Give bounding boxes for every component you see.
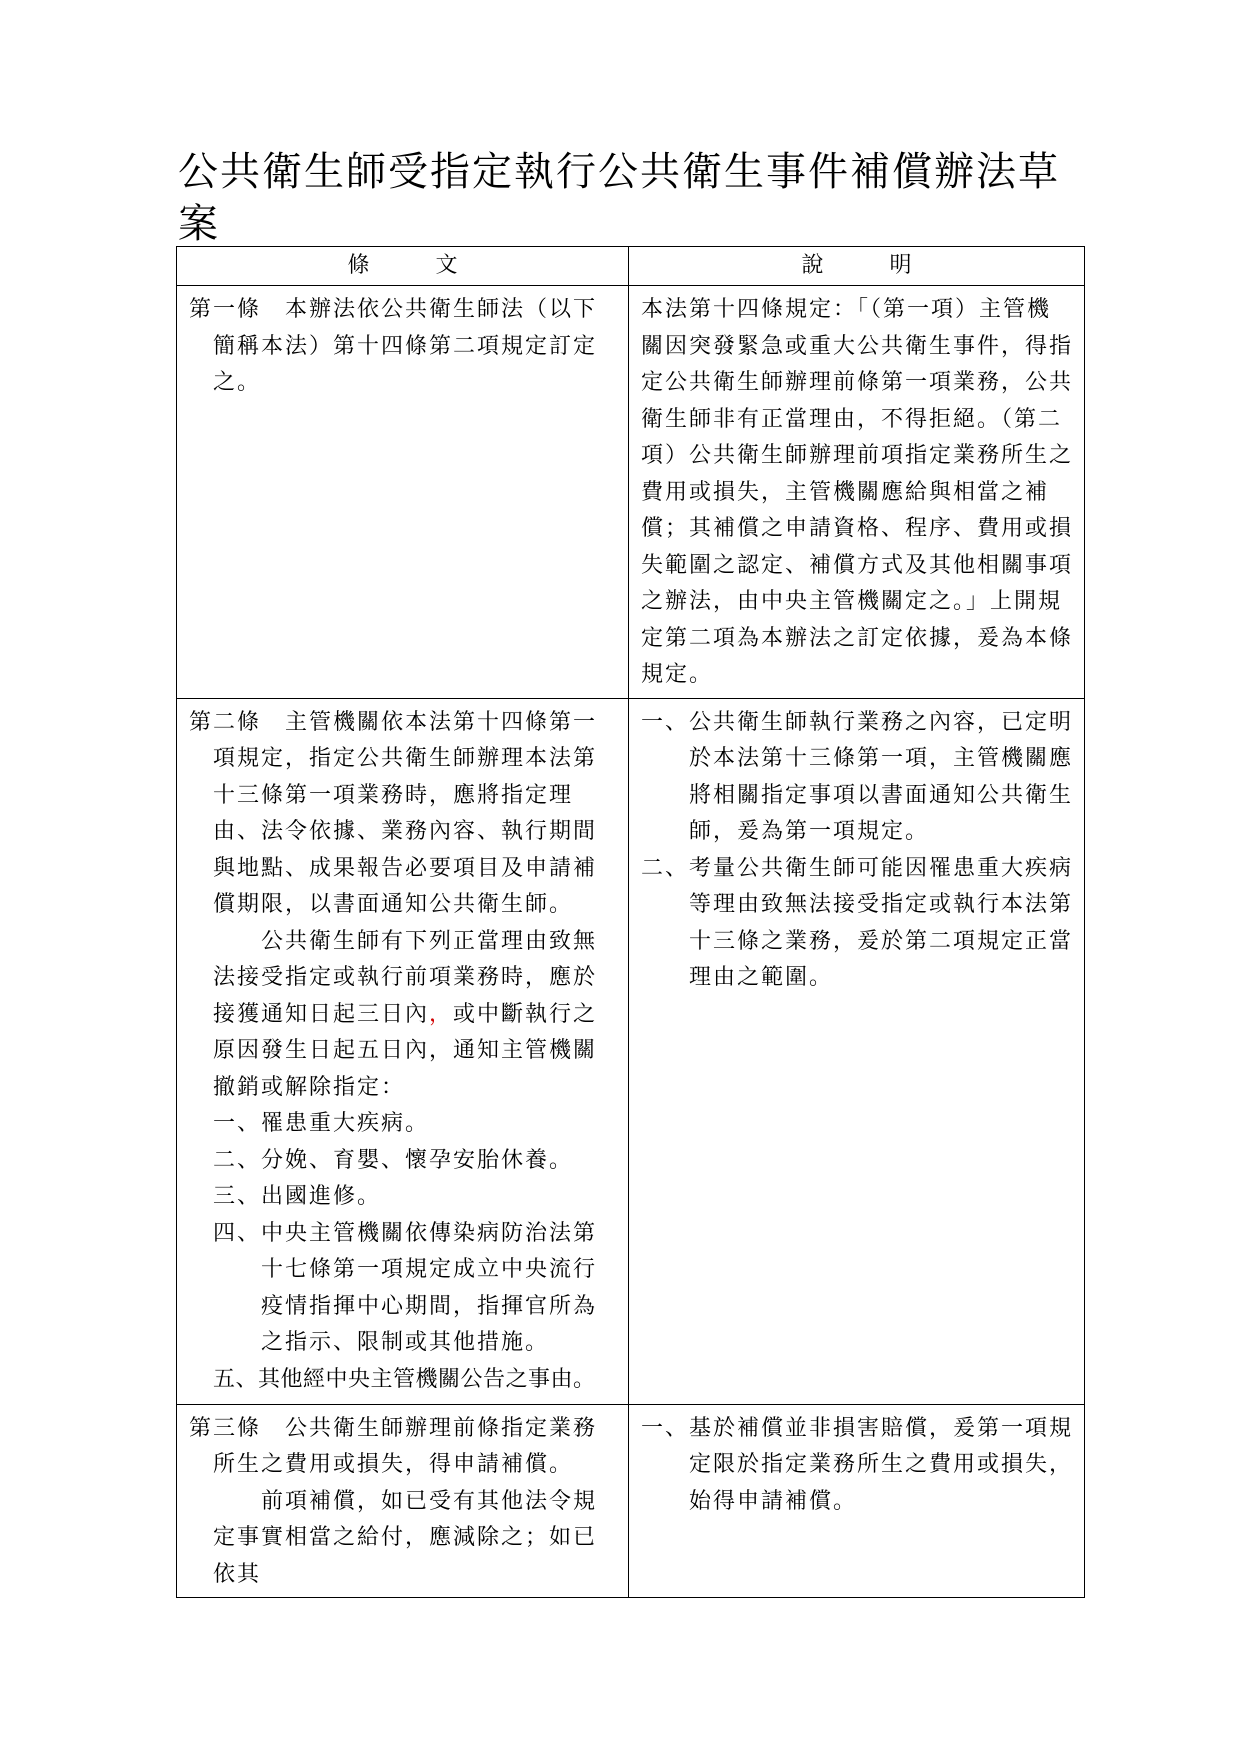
table-row <box>177 1404 1085 1598</box>
list-item: 一、罹患重大疾病。 <box>213 1111 430 1136</box>
explanation-1-text: 本法第十四條規定：「（第一項）主管機關因突發緊急或重大公共衛生事件，得指定公共衛生師辦理前條第一項業務，公共衛生師非有正當理由，不得拒絕。（第二項）公共衛生師辦理前項指定業務所生之費用或損失，主管機關應給與相當之補償；其補償之申請資格、程序、費用或損失範圍之認定、補償方式及其他相關事項之辦法，由中央主管機關定之。」上開規定第二項為本辦法之訂定依據，爰為本條規定。 <box>641 297 1074 687</box>
explanation-item: 一、公共衛生師執行業務之內容，已定明於本法第十三條第一項，主管機關應將相關指定事項以書面通知公共衛生師，爰為第一項規定。 <box>641 709 1074 844</box>
explanation-item: 一、基於補償並非損害賠償，爰第一項規定限於指定業務所生之費用或損失，始得申請補償。 <box>641 1415 1074 1514</box>
article-2-text: 第二條 主管機關依本法第十四條第一項規定，指定公共衛生師辦理本法第十三條第一項業務時，應將指定理由、法令依據、業務內容、執行期間與地點、成果報告必要項目及申請補償期限，以書面通知公共衛生師。 <box>189 709 598 917</box>
explanation-cell <box>629 698 1085 1404</box>
article-3-text: 第三條 公共衛生師辦理前條指定業務所生之費用或損失，得申請補償。 <box>189 1415 598 1477</box>
highlighted-comma: ， <box>429 1001 454 1027</box>
page-title: 公共衛生師受指定執行公共衛生事件補償辦法草案 <box>178 149 1060 247</box>
explanation-item: 二、考量公共衛生師可能因罹患重大疾病等理由致無法接受指定或執行本法第十三條之業務，爰於第二項規定正當理由之範圍。 <box>641 855 1074 990</box>
article-cell <box>177 1404 629 1598</box>
article-3-paragraph: 前項補償，如已受有其他法令規定事實相當之給付，應減除之；如已依其 <box>213 1488 598 1587</box>
article-cell <box>177 286 629 699</box>
article-cell <box>177 698 629 1404</box>
regulation-table <box>176 246 1085 1598</box>
list-item: 二、分娩、育嬰、懷孕安胎休養。 <box>213 1147 574 1173</box>
list-item: 四、中央主管機關依傳染病防治法第十七條第一項規定成立中央流行疫情指揮中心期間，指揮官所為之指示、限制或其他措施。 <box>213 1220 598 1355</box>
article-2-paragraph: 公共衛生師有下列正當理由致無法接受指定或執行前項業務時，應於接獲通知日起三日內，或中斷執行之原因發生日起五日內，通知主管機關撤銷或解除指定： <box>213 928 598 1100</box>
table-row <box>177 286 1085 699</box>
list-item: 三、出國進修。 <box>213 1184 382 1209</box>
header-explanation: 說明 <box>629 247 1085 286</box>
table-header-row <box>177 247 1085 286</box>
article-1-text: 第一條 本辦法依公共衛生師法（以下簡稱本法）第十四條第二項規定訂定之。 <box>189 297 598 395</box>
header-articles: 條文 <box>177 247 629 286</box>
list-item: 五、其他經中央主管機關公告之事由。 <box>213 1366 596 1392</box>
explanation-cell <box>629 1404 1085 1598</box>
explanation-cell <box>629 286 1085 699</box>
table-row <box>177 698 1085 1404</box>
